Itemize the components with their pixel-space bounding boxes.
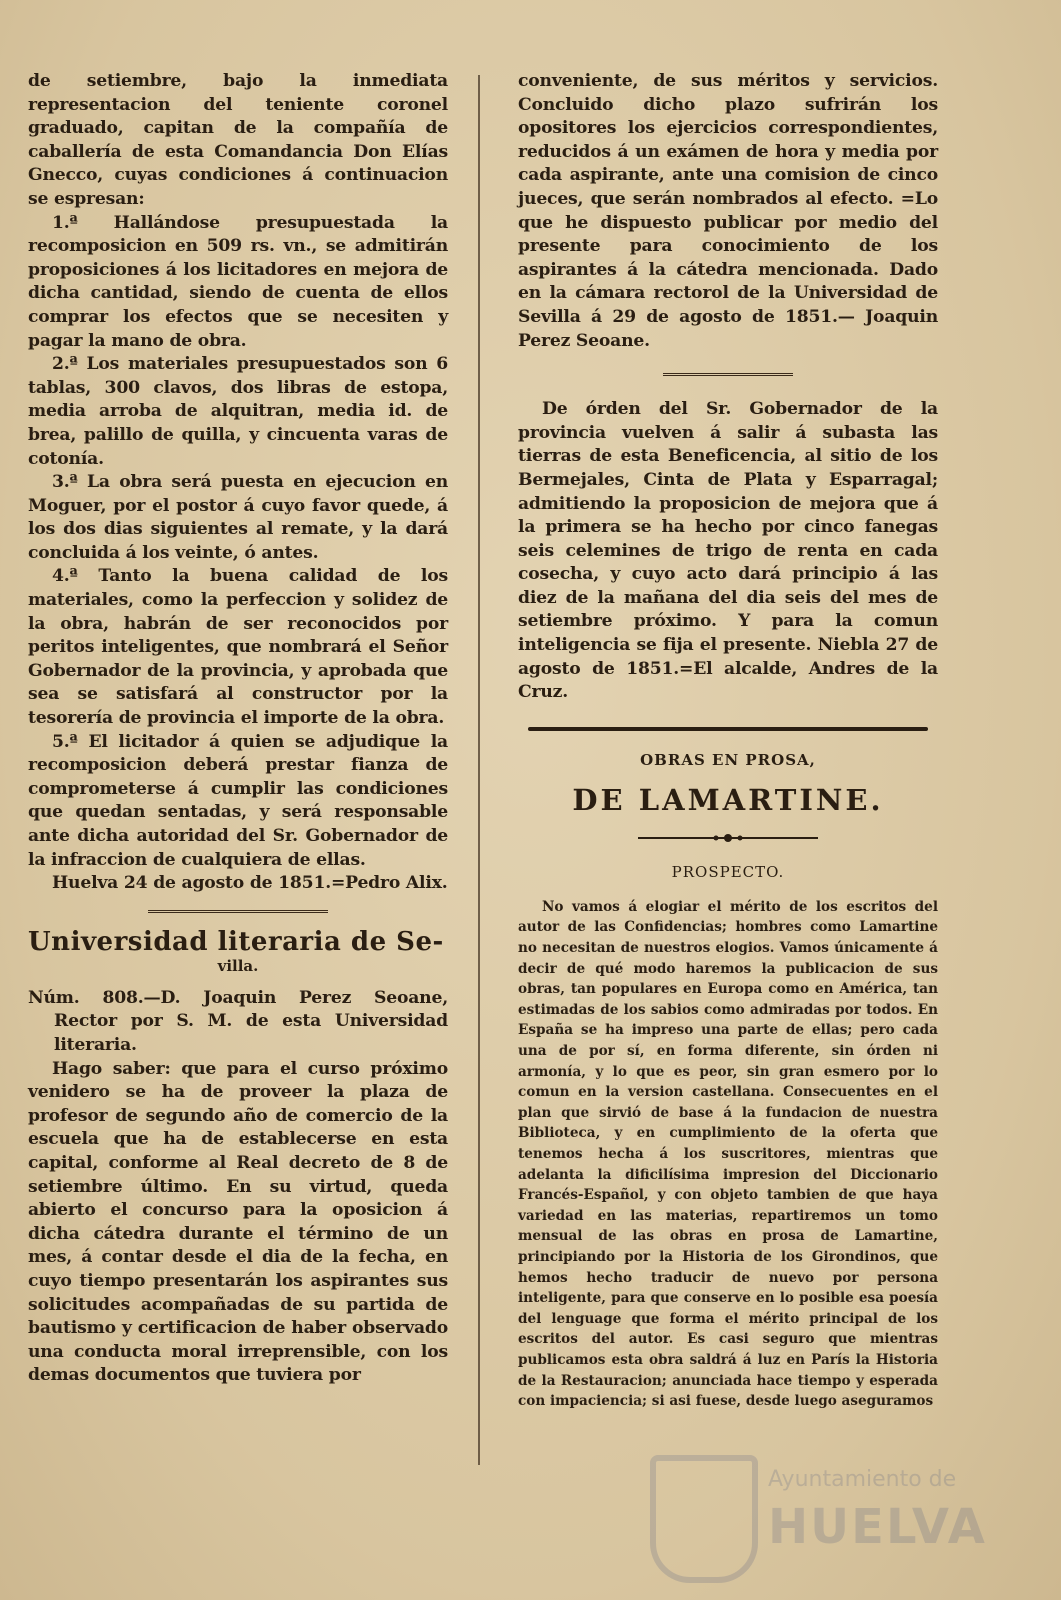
prospecto-text: No vamos á elogiar el mérito de los escritos del autor de las Confidencias; hombres como Lamartine no necesitan de nuestros elogios. Vamos únicamente á decir de qué modo haremos la publicacion de sus obras, tan populares en Europa como en América, tan estimadas de los sabios como admiradas por todos. En España se ha impreso una parte de ellas; pero cada una de por sí, en forma diferente, sin órden ni armonía, y lo que es peor, sin gran esmero por lo comun en la version castellana. Consecuentes en el plan que sirvió de base á la fundacion de nuestra Biblioteca, y en cumplimiento de la oferta que tenemos hecha á los suscritores, mientras que adelanta la dificilísima impresion del Diccionario Francés-Español, y con objeto tambien de que haya variedad en las materias, repartiremos un tomo mensual de las obras en prosa de Lamartine, principiando por la Historia de los Girondinos, que hemos hecho traducir de nuevo por persona inteligente, para que conserve en lo posible esa poesía del lenguage que forma el mérito principal de los escritos del autor. Es casi seguro que mientras publicamos esta obra saldrá á luz en París la Historia de la Restauracion; anunciada hace tiempo y esperada con impaciencia; si asi fuese, desde luego aseguramos <box>518 898 938 1410</box>
university-heading: Universidad literaria de Se- <box>28 926 444 957</box>
intro-paragraph: de setiembre, bajo la inmediata representacion del teniente coronel graduado, capitan de la compañía de caballería de esta Comandancia Don Elías Gnecco, cuyas condiciones á continuacion se espresan: <box>28 71 448 209</box>
prospecto-heading: PROSPECTO. <box>671 862 785 881</box>
section-separator <box>148 910 328 913</box>
auction-notice: De órden del Sr. Gobernador de la provincia vuelven á salir á subasta las tierras de esta Beneficencia, al sitio de los Bermejales, Cinta de Plata y Esparragal; admitiendo la proposicion de mejora que á la primera se ha hecho por cinco fanegas seis celemines de trigo de renta en cada cosecha, y cuyo acto dará principio á las diez de la mañana del dia seis del mes de setiembre próximo. Y para la comun inteligencia se fija el presente. Niebla 27 de agosto de 1851.=El alcalde, Andres de la Cruz. <box>518 399 938 703</box>
condition-2: 2.ª Los materiales presupuestados son 6 tablas, 300 clavos, dos libras de estopa, media arroba de alquitran, media id. de brea, palillo de quilla, y cincuenta varas de cotonía. <box>28 354 448 469</box>
condition-4: 4.ª Tanto la buena calidad de los materiales, como la perfeccion y solidez de la obra, habrán de ser reconocidos por peritos inteligentes, que nombrará el Señor Gobernador de la provincia, y aprobada que sea se satisfará al constructor por la tesorería de provincia el importe de la obra. <box>28 566 448 729</box>
watermark-shield-icon <box>650 1455 758 1583</box>
thick-divider <box>528 727 928 731</box>
announcement-paragraph: Hago saber: que para el curso próximo venidero se ha de proveer la plaza de profesor de segundo año de comercio de la escuela que ha de establecerse en esta capital, conforme al Real decreto de 8 de setiembre último. En su virtud, queda abierto el concurso para la oposicion á dicha cátedra durante el término de un mes, á contar desde el dia de la fecha, en cuyo tiempo presentarán los aspirantes sus solicitudes acompañadas de su partida de bautismo y certificacion de haber observado una conducta moral irreprensible, con los demas documentos que tuviera por <box>28 1058 448 1386</box>
condition-1: 1.ª Hallándose presupuestada la recomposicion en 509 rs. vn., se admitirán proposiciones á los licitadores en mejora de dicha cantidad, siendo de cuenta de ellos comprar los efectos que se necesiten y pagar la mano de obra. <box>28 212 448 351</box>
university-heading-cont: villa. <box>217 956 259 975</box>
signature-huelva: Huelva 24 de agosto de 1851.=Pedro Alix. <box>52 873 448 894</box>
decree-number: Núm. 808.—D. Joaquin Perez Seoane, Rector por S. M. de esta Universidad literaria. <box>28 987 448 1055</box>
ornament-divider <box>518 831 938 847</box>
obras-heading: OBRAS EN PROSA, <box>640 750 816 769</box>
watermark-line2: HUELVA <box>768 1499 987 1555</box>
watermark <box>650 1455 987 1575</box>
condition-5: 5.ª El licitador á quien se adjudique la recomposicion deberá prestar fianza de comprometerse á cumplir las condiciones que quedan sentadas, y será responsable ante dicha autoridad del Sr. Gobernador de la infraccion de cualquiera de ellas. <box>28 731 448 870</box>
watermark-line1: Ayuntamiento de <box>768 1467 957 1492</box>
section-separator <box>663 373 793 376</box>
lamartine-heading: DE LAMARTINE. <box>572 782 884 817</box>
continuation-paragraph: conveniente, de sus méritos y servicios. Concluido dicho plazo sufrirán los opositores los ejercicios correspondientes, reducidos á un exámen de hora y media por cada aspirante, ante una comision de cinco jueces, que serán nombrados al efecto. =Lo que he dispuesto publicar por medio del presente para conocimiento de los aspirantes á la cátedra mencionada. Dado en la cámara rectorol de la Universidad de Sevilla á 29 de agosto de 1851.— Joaquin Perez Seoane. <box>518 71 938 351</box>
left-column <box>28 70 448 1388</box>
column-divider <box>478 75 480 1465</box>
right-column <box>518 70 938 1412</box>
condition-3: 3.ª La obra será puesta en ejecucion en Moguer, por el postor á cuyo favor quede, á los dos dias siguientes al remate, y la dará concluida á los veinte, ó antes. <box>28 472 448 563</box>
ornament-icon <box>638 833 818 843</box>
